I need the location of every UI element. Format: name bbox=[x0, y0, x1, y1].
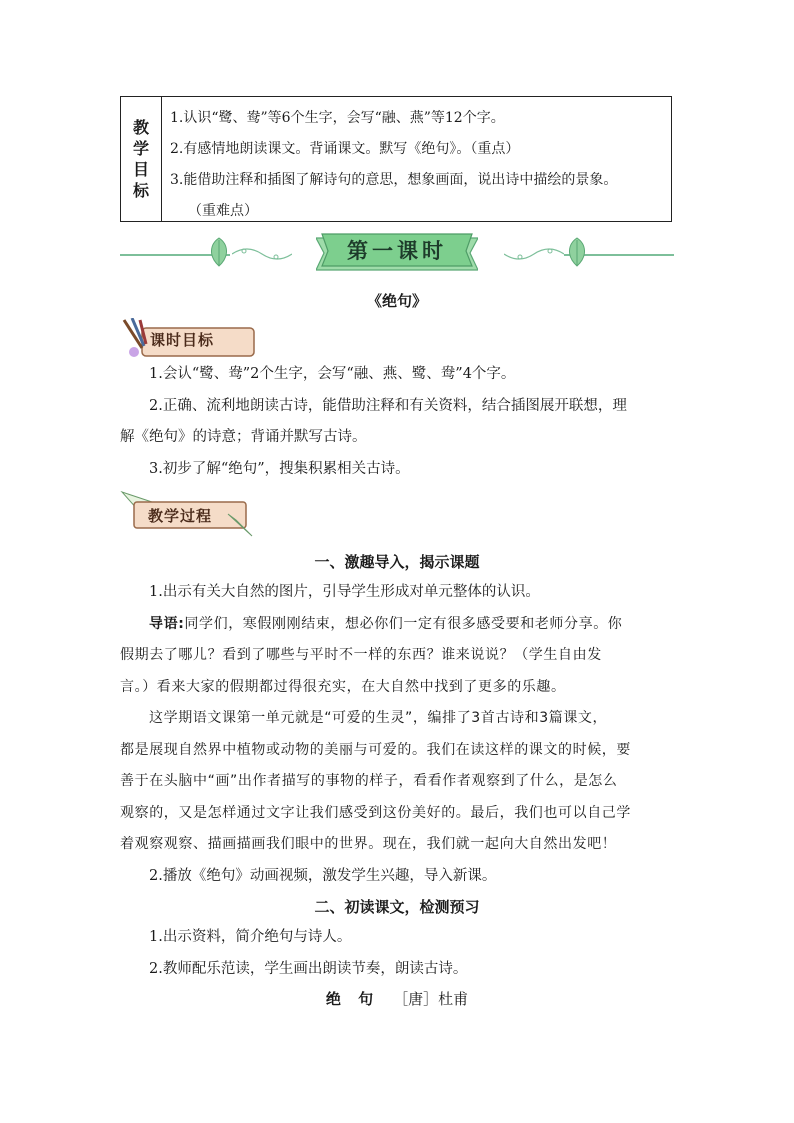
objectives-label-char: 教 bbox=[132, 118, 149, 137]
section1-content bbox=[120, 577, 676, 892]
step-item: 2.播放《绝句》动画视频，激发学生兴趣，导入新课。 bbox=[149, 867, 497, 884]
leaf-right-icon bbox=[564, 236, 590, 268]
vine-left-icon bbox=[232, 242, 292, 266]
lesson-banner bbox=[120, 232, 674, 276]
goal-item: 2.正确、流利地朗读古诗，能借助注释和有关资料，结合插图展开联想，理 bbox=[149, 397, 627, 414]
banner-title: 第一课时 bbox=[347, 239, 447, 263]
para-line: 这学期语文课第一单元就是“可爱的生灵”，编排了3首古诗和3篇课文， bbox=[149, 710, 608, 726]
objectives-label-char: 标 bbox=[132, 181, 149, 200]
poem-author: ［唐］杜甫 bbox=[393, 990, 469, 1008]
leaf-left-icon bbox=[206, 236, 232, 268]
goal-item: 3.初步了解“绝句”，搜集积累相关古诗。 bbox=[149, 460, 410, 477]
section1-heading: 一、激趣导入，揭示课题 bbox=[314, 553, 480, 571]
objectives-label-char: 学 bbox=[132, 139, 149, 158]
objective-item: 1.认识“鹭、鸯”等6个生字，会写“融、燕”等12个字。 bbox=[170, 110, 505, 126]
step-item: 1.出示有关大自然的图片，引导学生形成对单元整体的认识。 bbox=[149, 584, 540, 600]
intro-line: 言。）看来大家的假期都过得很充实，在大自然中找到了更多的乐趣。 bbox=[120, 678, 566, 695]
section2-content bbox=[120, 922, 676, 985]
objectives-list bbox=[162, 97, 671, 221]
process-badge: 教学过程 bbox=[148, 507, 213, 525]
para-line: 都是展现自然界中植物或动物的美丽与可爱的。我们在读这样的课文的时候，要 bbox=[120, 741, 631, 758]
lesson-title: 《绝句》 bbox=[366, 292, 427, 310]
intro-line bbox=[120, 609, 676, 641]
para-line: 观察的，又是怎样通过文字让我们感受到这份美好的。最后，我们也可以自己学 bbox=[120, 804, 631, 821]
section2-heading: 二、初读课文，检测预习 bbox=[314, 898, 480, 916]
goal-item: 1.会认“鹭、鸯”2个生字，会写“融、燕、鹭、鸯”4个字。 bbox=[149, 366, 516, 382]
goals-list bbox=[120, 359, 676, 485]
poem-title: 绝 句 bbox=[325, 990, 380, 1008]
goal-item-cont: 解《绝句》的诗意；背诵并默写古诗。 bbox=[120, 429, 367, 445]
objective-item: （重难点） bbox=[188, 203, 258, 219]
goals-badge: 课时目标 bbox=[150, 331, 215, 349]
objective-item: 3.能借助注释和插图了解诗句的意思，想象画面，说出诗中描绘的景象。 bbox=[170, 172, 618, 188]
intro-text: 同学们，寒假刚刚结束，想必你们一定有很多感受要和老师分享。你 bbox=[184, 615, 623, 632]
intro-line: 假期去了哪儿？看到了哪些与平时不一样的东西？谁来说说？（学生自由发 bbox=[120, 647, 602, 663]
objectives-label-char: 目 bbox=[132, 160, 149, 179]
poem-heading bbox=[0, 988, 794, 1009]
vine-right-icon bbox=[504, 242, 564, 266]
objectives-label bbox=[121, 97, 162, 221]
step-item: 2.教师配乐范读，学生画出朗读节奏，朗读古诗。 bbox=[149, 960, 468, 977]
intro-label: 导语: bbox=[149, 615, 185, 632]
objective-item: 2.有感情地朗读课文。背诵课文。默写《绝句》。（重点） bbox=[170, 141, 520, 157]
para-line: 善于在头脑中“画”出作者描写的事物的样子，看看作者观察到了什么，是怎么 bbox=[120, 773, 618, 789]
step-item: 1.出示资料，简介绝句与诗人。 bbox=[149, 929, 352, 945]
para-line: 着观察观察、描画描画我们眼中的世界。现在，我们就一起向大自然出发吧！ bbox=[120, 836, 617, 852]
objectives-table bbox=[120, 96, 672, 222]
